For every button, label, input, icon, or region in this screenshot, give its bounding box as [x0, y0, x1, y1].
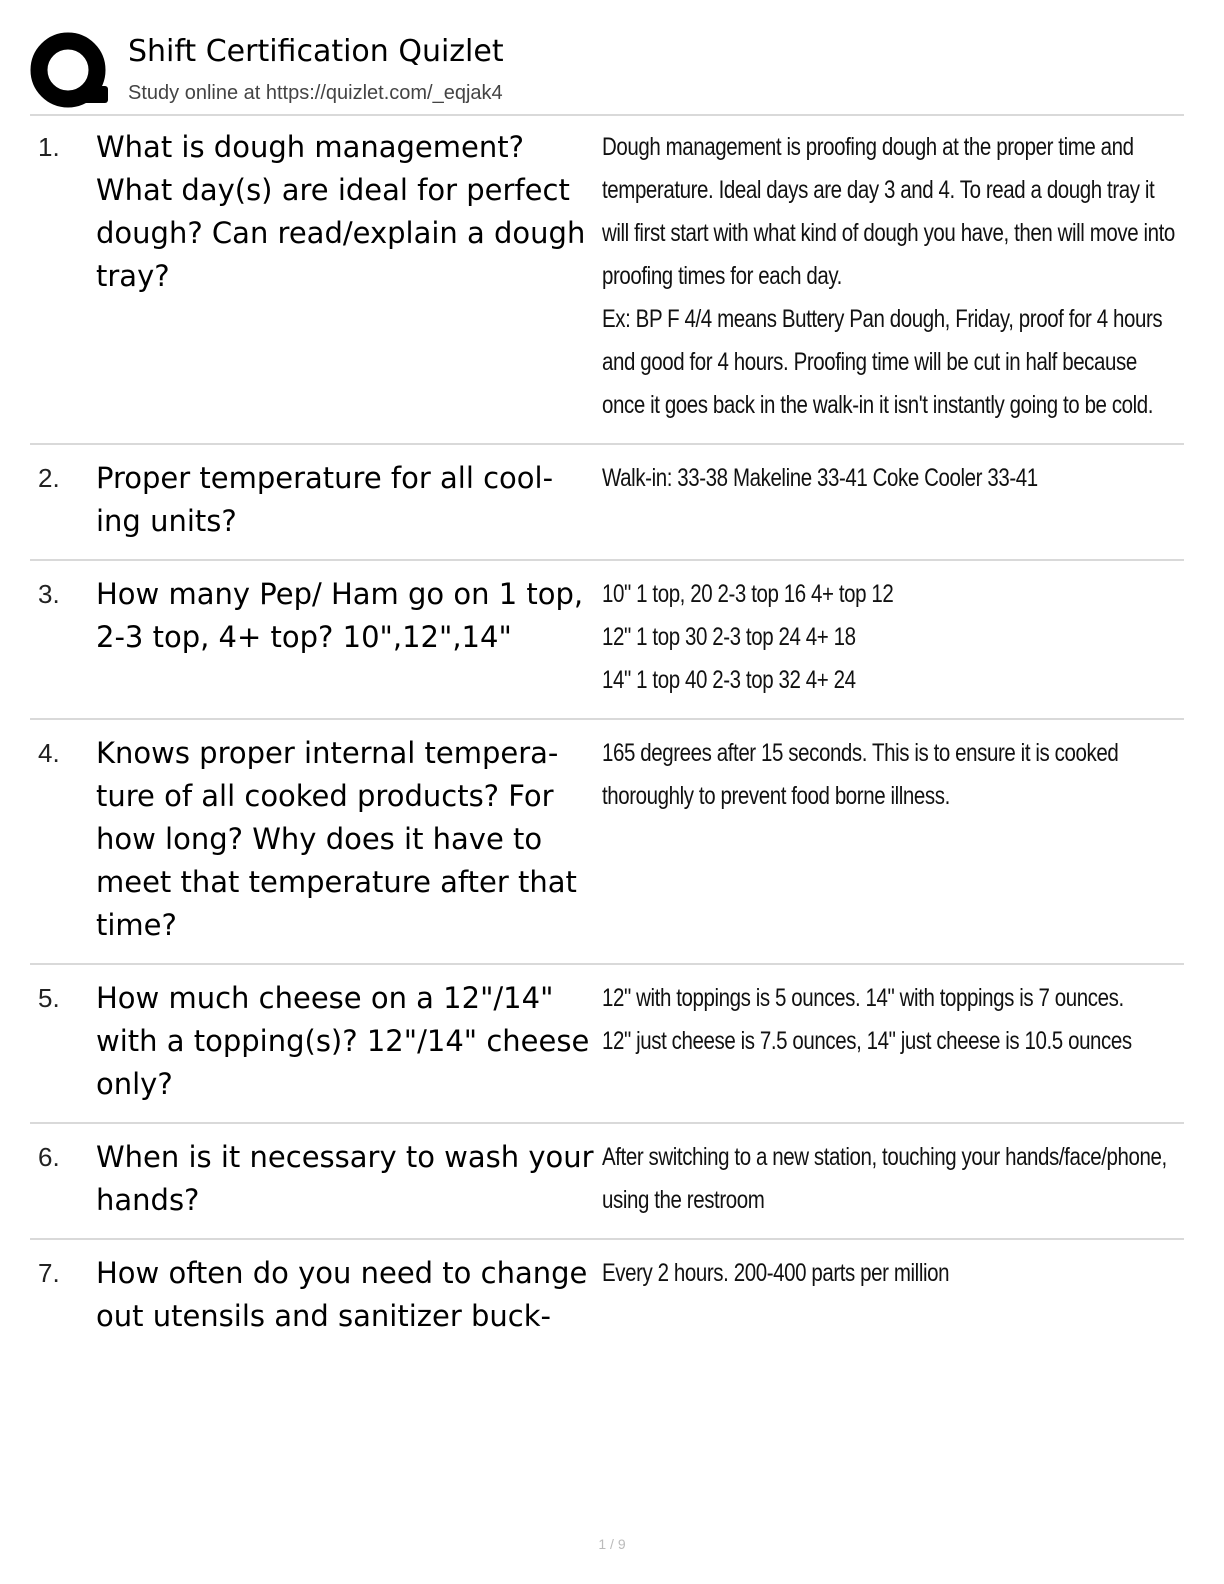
card-number: 5.	[38, 983, 60, 1013]
card-term: Proper temperature for all cool-ing units?	[96, 461, 554, 538]
definition-line: 12" 1 top 30 2-3 top 24 4+ 18	[602, 623, 856, 651]
definition-paragraph: 12" with toppings is 5 ounces. 14" with toppings is 7 ounces.	[602, 984, 1124, 1012]
card-number: 1.	[38, 132, 60, 162]
flashcard	[30, 1124, 1184, 1240]
flashcard	[30, 720, 1184, 965]
definition-paragraph: Every 2 hours. 200-400 parts per million	[602, 1259, 950, 1287]
flashcard-list	[30, 114, 1184, 1354]
flashcard	[30, 965, 1184, 1124]
card-definition	[602, 732, 1176, 947]
card-term: What is dough management? What day(s) are ideal for perfect dough? Can read/explain a dough tray?	[96, 130, 586, 293]
definition-paragraph: Ex: BP F 4/4 means Buttery Pan dough, Friday, proof for 4 hours and good for 4 hours. Proofing time will be cut in half because once it goes back in the walk-in it isn't instantly going to be cold.	[602, 305, 1163, 419]
card-number: 2.	[38, 463, 60, 493]
definition-line: 10" 1 top, 20 2-3 top 16 4+ top 12	[602, 580, 894, 608]
definition-paragraph: 12" just cheese is 7.5 ounces, 14" just cheese is 10.5 ounces	[602, 1027, 1132, 1055]
page-number: 1 / 9	[598, 1536, 626, 1552]
study-online-link[interactable]: Study online at https://quizlet.com/_eqjak4	[128, 82, 503, 104]
card-number: 3.	[38, 579, 60, 609]
card-definition	[602, 977, 1176, 1106]
quizlet-logo-icon	[30, 32, 110, 112]
card-term: Knows proper internal tempera-ture of all cooked products? For how long? Why does it have to meet that temperature after that time?	[96, 736, 577, 942]
flashcard	[30, 561, 1184, 720]
flashcard	[30, 445, 1184, 561]
card-definition	[602, 126, 1176, 427]
card-term: How many Pep/ Ham go on 1 top, 2-3 top, 4+ top? 10",12",14"	[96, 577, 584, 654]
document-header	[30, 28, 1184, 116]
flashcard	[30, 1240, 1184, 1354]
card-definition	[602, 457, 1176, 543]
card-term: How often do you need to change out utensils and sanitizer buck-	[96, 1256, 588, 1333]
card-definition	[602, 1252, 1176, 1338]
flashcard	[30, 114, 1184, 445]
card-definition	[602, 573, 1176, 702]
definition-paragraph: Walk-in: 33-38 Makeline 33-41 Coke Cooler 33-41	[602, 464, 1038, 492]
card-number: 6.	[38, 1142, 60, 1172]
page-title: Shift Certification Quizlet	[128, 34, 504, 69]
definition-paragraph: Dough management is proofing dough at the proper time and temperature. Ideal days are day 3 and 4. To read a dough tray it will first start with what kind of dough you have, then will move into proofing times for each day.	[602, 133, 1175, 290]
definition-paragraph: 165 degrees after 15 seconds. This is to ensure it is cooked thoroughly to prevent food borne illness.	[602, 739, 1119, 810]
card-term: How much cheese on a 12"/14" with a topping(s)? 12"/14" cheese only?	[96, 981, 590, 1101]
definition-paragraph: After switching to a new station, touching your hands/face/phone, using the restroom	[602, 1143, 1167, 1214]
card-definition	[602, 1136, 1176, 1222]
card-number: 7.	[38, 1258, 60, 1288]
card-term: When is it necessary to wash your hands?	[96, 1140, 594, 1217]
definition-line: 14" 1 top 40 2-3 top 32 4+ 24	[602, 666, 856, 694]
card-number: 4.	[38, 738, 60, 768]
